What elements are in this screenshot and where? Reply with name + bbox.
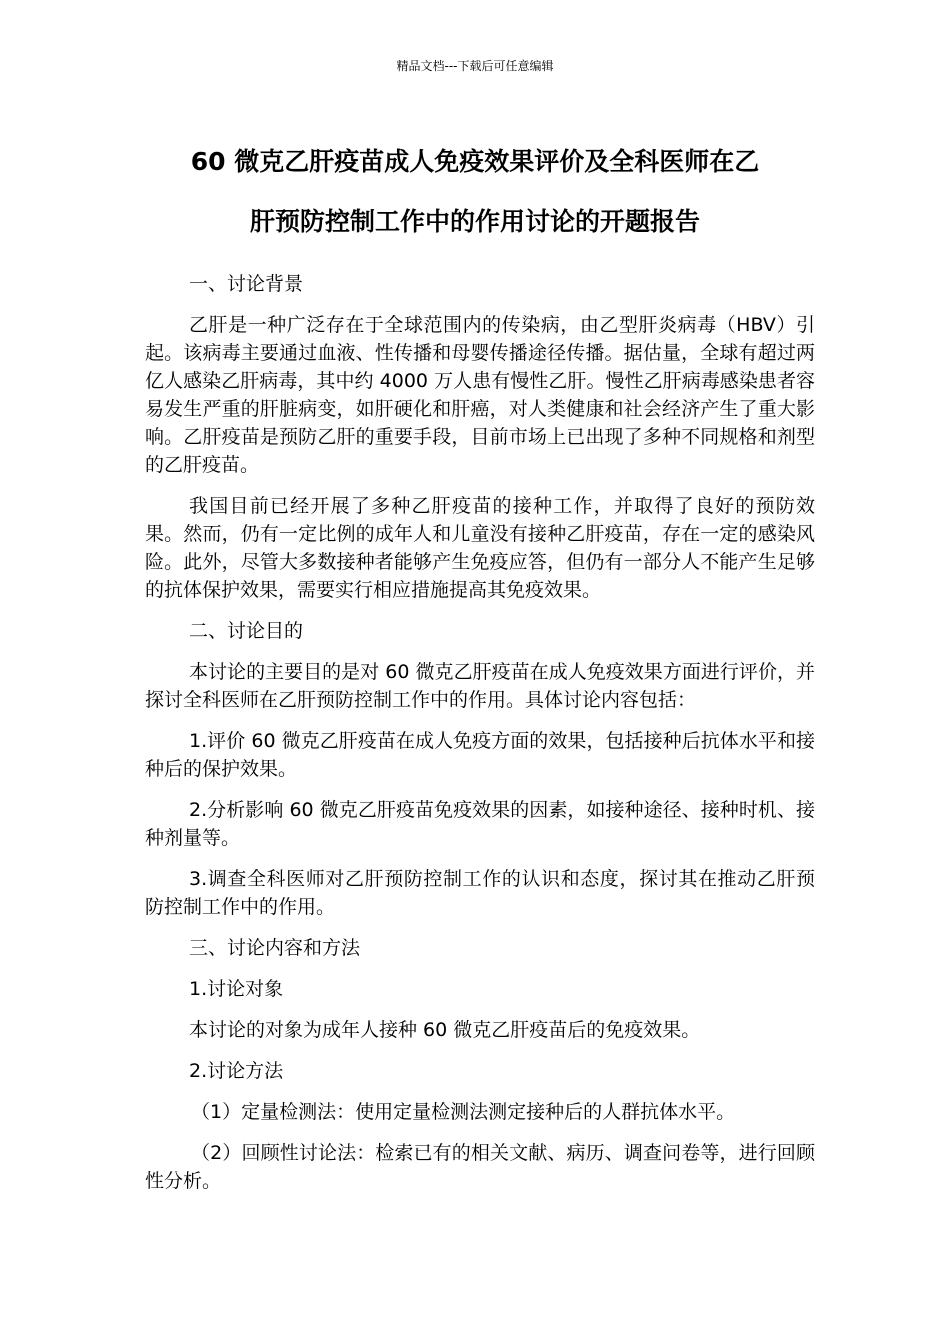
page-header: 精品文档---下载后可任意编辑	[396, 59, 554, 73]
document-title	[130, 132, 820, 252]
title-line-2: 肝预防控制工作中的作用讨论的开题报告	[249, 207, 700, 236]
section-heading-purpose: 二、讨论目的	[189, 620, 304, 642]
list-item-purpose-3: 3.调查全科医师对乙肝预防控制工作的认识和态度，探讨其在推动乙肝预防控制工作中的作用。	[145, 868, 815, 918]
paragraph-current-status: 我国目前已经开展了多种乙肝疫苗的接种工作，并取得了良好的预防效果。然而，仍有一定比例的成年人和儿童没有接种乙肝疫苗，存在一定的感染风险。此外，尽管大多数接种者能够产生免疫应答，但仍有一部分人不能产生足够的抗体保护效果，需要实行相应措施提高其免疫效果。	[145, 495, 815, 601]
subheading-methods: 2.讨论方法	[189, 1060, 284, 1082]
section-heading-methods: 三、讨论内容和方法	[189, 937, 361, 959]
section-heading-background: 一、讨论背景	[189, 273, 304, 295]
document-body	[145, 270, 815, 1208]
list-item-purpose-2: 2.分析影响 60 微克乙肝疫苗免疫效果的因素，如接种途径、接种时机、接种剂量等。	[145, 799, 815, 849]
paragraph-purpose: 本讨论的主要目的是对 60 微克乙肝疫苗在成人免疫效果方面进行评价，并探讨全科医师在乙肝预防控制工作中的作用。具体讨论内容包括：	[145, 661, 815, 711]
list-item-purpose-1: 1.评价 60 微克乙肝疫苗在成人免疫方面的效果，包括接种后抗体水平和接种后的保护效果。	[145, 730, 815, 780]
list-item-method-1: （1）定量检测法：使用定量检测法测定接种后的人群抗体水平。	[191, 1101, 736, 1123]
paragraph-subjects: 本讨论的对象为成年人接种 60 微克乙肝疫苗后的免疫效果。	[189, 1019, 701, 1041]
title-line-1: 60 微克乙肝疫苗成人免疫效果评价及全科医师在乙	[190, 147, 760, 176]
paragraph-background: 乙肝是一种广泛存在于全球范围内的传染病，由乙型肝炎病毒（HBV）引起。该病毒主要通过血液、性传播和母婴传播途径传播。据估量，全球有超过两亿人感染乙肝病毒，其中约 4000 万人患有慢性乙肝。慢性乙肝病毒感染患者容易发生严重的肝脏病变，如肝硬化和肝癌，对人类健康和社会经济产生了重大影响。乙肝疫苗是预防乙肝的重要手段，目前市场上已出现了多种不同规格和剂型的乙肝疫苗。	[145, 314, 815, 476]
list-item-method-2: （2）回顾性讨论法：检索已有的相关文献、病历、调查问卷等，进行回顾性分析。	[145, 1142, 815, 1192]
subheading-subjects: 1.讨论对象	[189, 978, 284, 1000]
